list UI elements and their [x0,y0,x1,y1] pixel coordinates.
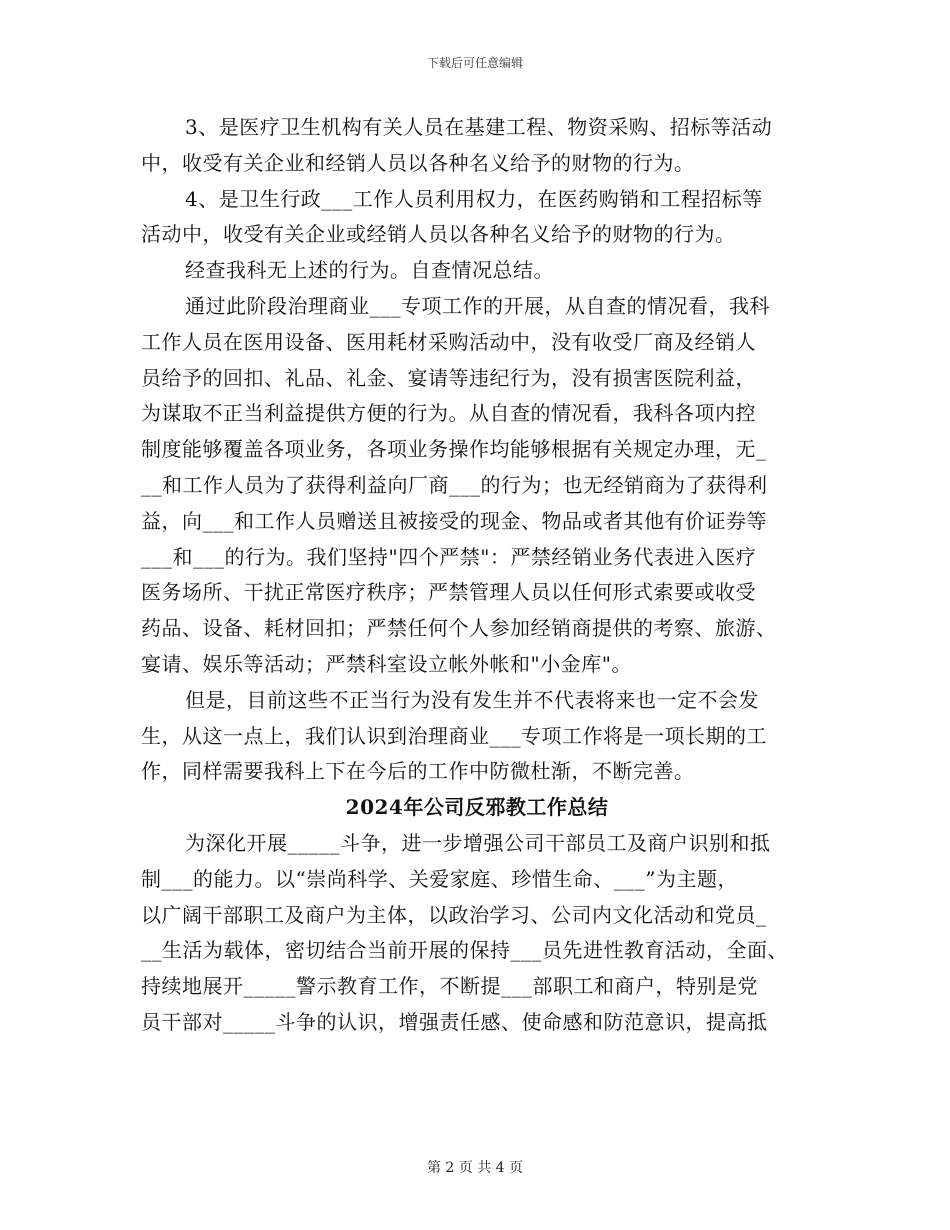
paragraph-line: 3、是医疗卫生机构有关人员在基建工程、物资采购、招标等活动 [185,115,773,139]
paragraph-line: 作，同样需要我科上下在今后的工作中防微杜渐，不断完善。 [141,759,695,784]
paragraph-line: __生活为载体，密切结合当前开展的保持___员先进性教育活动，全面、 [141,938,788,963]
page-footer: 第 2 页 共 4 页 [426,1160,524,1176]
paragraph-line: 员给予的回扣、礼品、礼金、宴请等违纪行为，没有损害医院利益， [141,365,756,390]
paragraph-line: 员干部对_____斗争的认识，增强责任感、使命感和防范意识，提高抵 [141,1009,768,1034]
paragraph-line: 医务场所、干扰正常医疗秩序；严禁管理人员以任何形式索要或收受 [141,580,756,605]
paragraph-line: 宴请、娱乐等活动；严禁科室设立帐外帐和"小金库"。 [141,651,632,676]
paragraph-line: 但是，目前这些不正当行为没有发生并不代表将来也一定不会发 [185,687,759,712]
paragraph-line: 工作人员在医用设备、医用耗材采购活动中，没有收受厂商及经销人 [141,329,756,354]
paragraph-line: 生，从这一点上，我们认识到治理商业___专项工作将是一项长期的工 [141,723,767,748]
paragraph-line: 通过此阶段治理商业___专项工作的开展，从自查的情况看，我科 [185,293,770,318]
paragraph-line: 益，向___和工作人员赠送且被接受的现金、物品或者其他有价证券等 [141,508,767,533]
document-body [141,110,813,1041]
paragraph-line: 以广阔干部职工及商户为主体，以政治学习、公司内文化活动和党员_ [141,902,767,927]
paragraph-line: 持续地展开_____警示教育工作，不断提___部职工和商户，特别是党 [141,974,758,999]
paragraph-line: 制度能够覆盖各项业务，各项业务操作均能够根据有关规定办理，无_ [141,437,767,462]
paragraph-line: 经查我科无上述的行为。自查情况总结。 [185,258,554,283]
paragraph-line: __和工作人员为了获得利益向厂商___的行为；也无经销商为了获得利 [141,472,768,497]
paragraph-line: 药品、设备、耗材回扣；严禁任何个人参加经销商提供的考察、旅游、 [141,616,777,641]
paragraph-line: 4、是卫生行政___工作人员利用权力，在医药购销和工程招标等 [185,186,763,211]
paragraph-line: 活动中，收受有关企业或经销人员以各种名义给予的财物的行为。 [141,222,736,247]
paragraph-line: 为谋取不正当利益提供方便的行为。从自查的情况看，我科各项内控 [141,401,756,426]
section-title: 2024年公司反邪教工作总结 [345,795,609,820]
paragraph-line: 中，收受有关企业和经销人员以各种名义给予的财物的行为。 [141,150,695,175]
paragraph-line: ___和___的行为。我们坚持"四个严禁"：严禁经销业务代表进入医疗 [141,544,757,569]
paragraph-line: 为深化开展_____斗争，进一步增强公司干部员工及商户识别和抵 [185,830,771,855]
paragraph-line: 制___的能力。以“崇尚科学、关爱家庭、珍惜生命、___”为主题， [141,866,738,891]
page-header: 下载后可任意编辑 [426,56,523,70]
